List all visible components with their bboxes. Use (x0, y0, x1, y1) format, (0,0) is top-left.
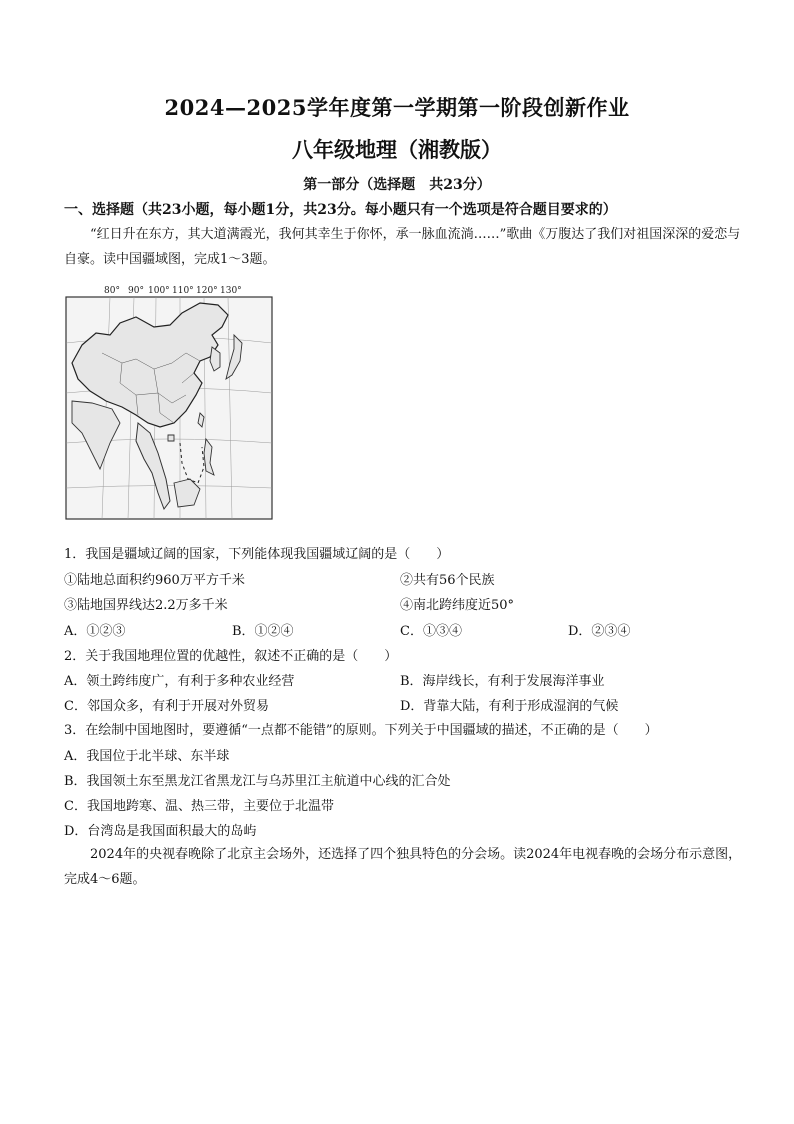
lon-label-130: 130° (220, 286, 242, 296)
section-heading: 一、选择题（共23小题，每小题1分，共23分。每小题只有一个选项是符合题目要求的） (64, 202, 617, 218)
lon-label-110: 110° (172, 286, 194, 296)
q1-option-a: A．①②③ (64, 624, 126, 639)
exam-subtitle: 八年级地理（湘教版） (292, 137, 502, 162)
q2-option-a: A．领土跨纬度广，有利于多种农业经营 (64, 674, 295, 689)
question-3-stem: 3．在绘制中国地图时，要遵循“一点都不能错”的原则。下列关于中国疆域的描述，不正确的是（ ） (64, 723, 658, 738)
china-territory-map (62, 283, 277, 523)
q1-option-c: C．①③④ (400, 624, 462, 639)
q2-option-c: C．邻国众多，有利于开展对外贸易 (64, 699, 269, 714)
lon-label-90: 90° (128, 286, 144, 296)
q1-option-d: D．②③④ (568, 624, 631, 639)
hainan-island (168, 435, 174, 441)
q2-option-b: B．海岸线长，有利于发展海洋事业 (400, 674, 605, 689)
q1-statement-1: ①陆地总面积约960万平方千米 (64, 573, 245, 588)
q3-option-d: D．台湾岛是我国面积最大的岛屿 (64, 824, 257, 839)
lon-label-120: 120° (196, 286, 218, 296)
q1-statement-4: ④南北跨纬度近50° (400, 598, 515, 613)
q3-option-a: A．我国位于北半球、东半球 (64, 749, 230, 764)
passage-2: 2024年的央视春晚除了北京主会场外，还选择了四个独具特色的分会场。读2024年电视春晚的会场分布示意图，完成4～6题。 (64, 847, 742, 887)
q3-option-c: C．我国地跨寒、温、热三带，主要位于北温带 (64, 799, 334, 814)
passage-1: “红日升在东方，其大道满霞光，我何其幸生于你怀，承一脉血流淌……”歌曲《万腹达了我们对祖国深深的爱恋与自豪。读中国疆域图，完成1～3题。 (64, 227, 741, 267)
q1-statement-3: ③陆地国界线达2.2万多千米 (64, 598, 228, 613)
part-heading: 第一部分（选择题 共23分） (303, 177, 491, 193)
question-2-stem: 2．关于我国地理位置的优越性，叙述不正确的是（ ） (64, 649, 398, 664)
q2-option-d: D．背靠大陆，有利于形成湿润的气候 (400, 699, 619, 714)
lon-label-80: 80° (104, 286, 120, 296)
q3-option-b: B．我国领土东至黑龙江省黑龙江与乌苏里江主航道中心线的汇合处 (64, 774, 451, 789)
q1-option-b: B．①②④ (232, 624, 294, 639)
question-1-stem: 1．我国是疆域辽阔的国家，下列能体现我国疆域辽阔的是（ ） (64, 547, 450, 562)
lon-label-100: 100° (148, 286, 170, 296)
exam-title: 2024—2025学年度第一学期第一阶段创新作业 (164, 95, 630, 120)
q1-statement-2: ②共有56个民族 (400, 573, 495, 588)
